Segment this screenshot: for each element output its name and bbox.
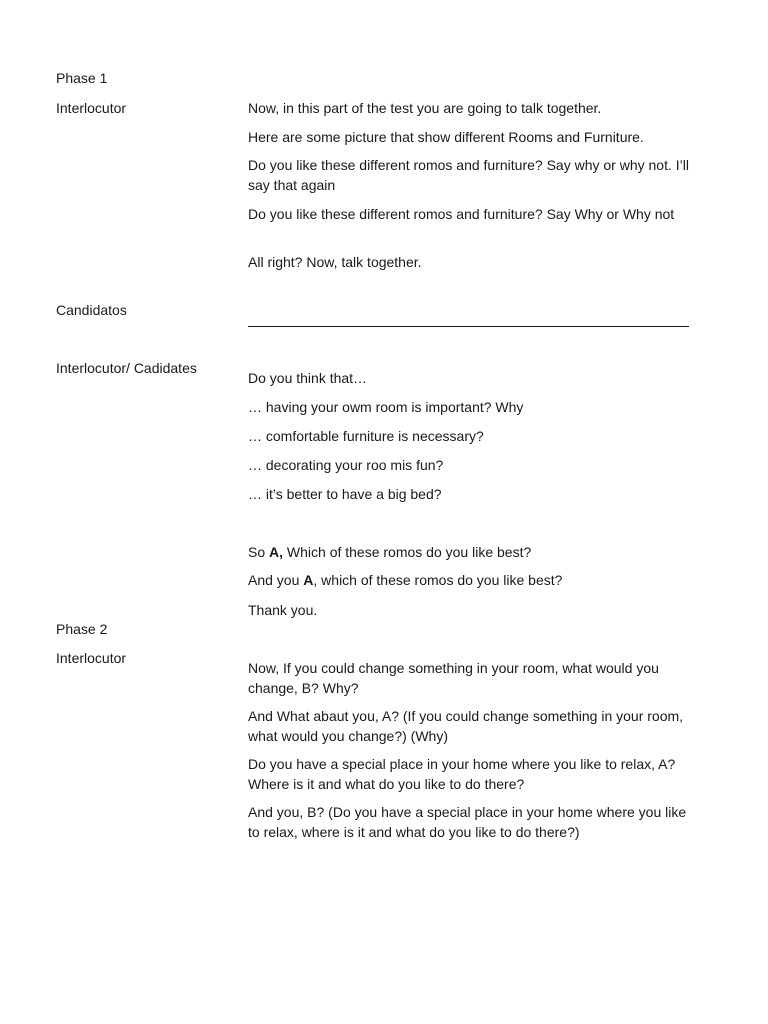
phase2-question: Do you have a special place in your home where you like to relax, A? Where is it and what do you like to do there?: [248, 756, 676, 792]
thanks-line: Thank you.: [248, 602, 318, 618]
question-lead: Do you think that…: [248, 370, 368, 386]
phase1-intro-line: Here are some picture that show different Rooms and Furniture.: [248, 129, 644, 145]
closing-question-a-repeat: And you A, which of these romos do you like best?: [248, 572, 563, 588]
answer-line: [248, 326, 689, 327]
phase1-intro-line: Now, in this part of the test you are going to talk together.: [248, 100, 602, 116]
phase2-question: And What abaut you, A? (If you could change something in your room, what would you change?) (Why): [248, 708, 684, 744]
discussion-prompt: … it’s better to have a big bed?: [248, 486, 442, 502]
closing-question-a: So A, Which of these romos do you like best?: [248, 544, 532, 560]
discussion-prompt: … having your owm room is important? Why: [248, 399, 524, 415]
phase2-heading: Phase 2: [56, 621, 108, 637]
phase1-intro-line: Do you like these different romos and furniture? Say Why or Why not: [248, 206, 675, 222]
phase1-interlocutor-label: Interlocutor: [56, 100, 127, 116]
phase1-intro-line: All right? Now, talk together.: [248, 254, 422, 270]
phase2-question: And you, B? (Do you have a special place in your home where you like to relax, where is it and what do you like to do there?): [248, 804, 687, 840]
phase2-question: Now, If you could change something in your room, what would you change, B? Why?: [248, 660, 659, 696]
phase1-intro-line: Do you like these different romos and furniture? Say why or why not. I’ll say that again: [248, 157, 689, 193]
discussion-prompt: … comfortable furniture is necessary?: [248, 428, 484, 444]
phase2-interlocutor-label: Interlocutor: [56, 650, 127, 666]
candidates-label: Candidatos: [56, 302, 127, 318]
phase1-heading: Phase 1: [56, 70, 108, 86]
interlocutor-candidates-label: Interlocutor/ Cadidates: [56, 360, 197, 376]
discussion-prompt: … decorating your roo mis fun?: [248, 457, 444, 473]
